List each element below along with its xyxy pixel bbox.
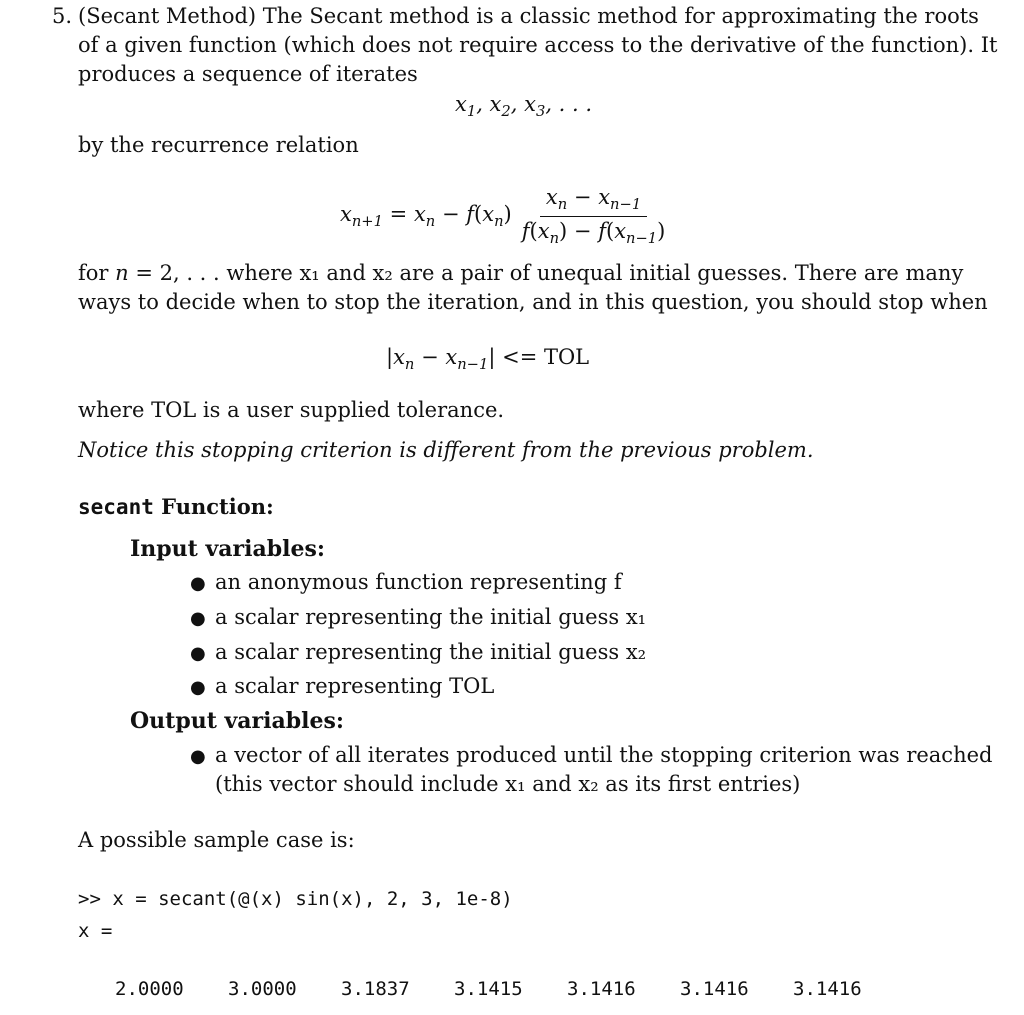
for-line-1: for n = 2, . . . where x₁ and x₂ are a pair of unequal initial guesses. There are many [78,261,964,285]
notice-text: Notice this stopping criterion is different from the previous problem. [78,438,814,462]
sample-result-values [115,978,906,1001]
stopping-criterion: $|x_n - x_{n-1}|$ <= TOL [386,345,590,374]
bullet-icon: ● [190,608,206,629]
bullet-icon: ● [190,643,206,664]
tol-description: where TOL is a user supplied tolerance. [78,398,505,422]
input-item: an anonymous function representing f [215,570,622,594]
iterate-sequence: $x_1$, $x_2$, $x_3$, . . . [455,92,593,121]
bullet-icon: ● [190,573,206,594]
sample-label: A possible sample case is: [78,828,355,852]
function-name: secant [78,495,154,519]
for-line-2: ways to decide when to stop the iteration, and in this question, you should stop when [78,290,988,314]
problem-number: 5. [52,4,73,28]
result-value: 3.1837 [341,978,410,1000]
result-value: 3.0000 [228,978,297,1000]
output-item-line-1: a vector of all iterates produced until the stopping criterion was reached [215,743,993,767]
bullet-icon: ● [190,746,206,767]
sample-result-label: x = [78,920,113,942]
intro-line-3: produces a sequence of iterates [78,62,418,86]
recurrence-label: by the recurrence relation [78,133,359,157]
secant-formula: $x_{n+1} = x_n - f(x_n)$ $\frac{x_n - x_{n-1}}{f(x_n) - f(x_{n-1})}$ [340,185,671,248]
result-value: 3.1415 [454,978,523,1000]
input-item: a scalar representing TOL [215,674,495,698]
result-value: 3.1416 [680,978,749,1000]
result-value: 3.1416 [567,978,636,1000]
sample-command: >> x = secant(@(x) sin(x), 2, 3, 1e-8) [78,888,513,910]
intro-line-1: (Secant Method) The Secant method is a classic method for approximating the roots [78,4,979,28]
result-value: 2.0000 [115,978,184,1000]
function-heading-suffix: Function: [153,494,274,519]
output-item-line-2: (this vector should include x₁ and x₂ as its first entries) [215,772,801,796]
intro-line-2: of a given function (which does not require access to the derivative of the function). It [78,33,998,57]
output-variables-heading: Output variables: [130,708,345,734]
input-item: a scalar representing the initial guess x₁ [215,605,647,629]
bullet-icon: ● [190,677,206,698]
for-line-1-rest: where x₁ and x₂ are a pair of unequal initial guesses. There are many [226,261,964,285]
input-item: a scalar representing the initial guess x₂ [215,640,647,664]
formula-fraction: $\frac{x_n - x_{n-1}}{f(x_n) - f(x_{n-1})}$ [521,185,666,247]
function-heading [78,494,274,520]
result-value: 3.1416 [793,978,862,1000]
input-variables-heading: Input variables: [130,536,325,562]
